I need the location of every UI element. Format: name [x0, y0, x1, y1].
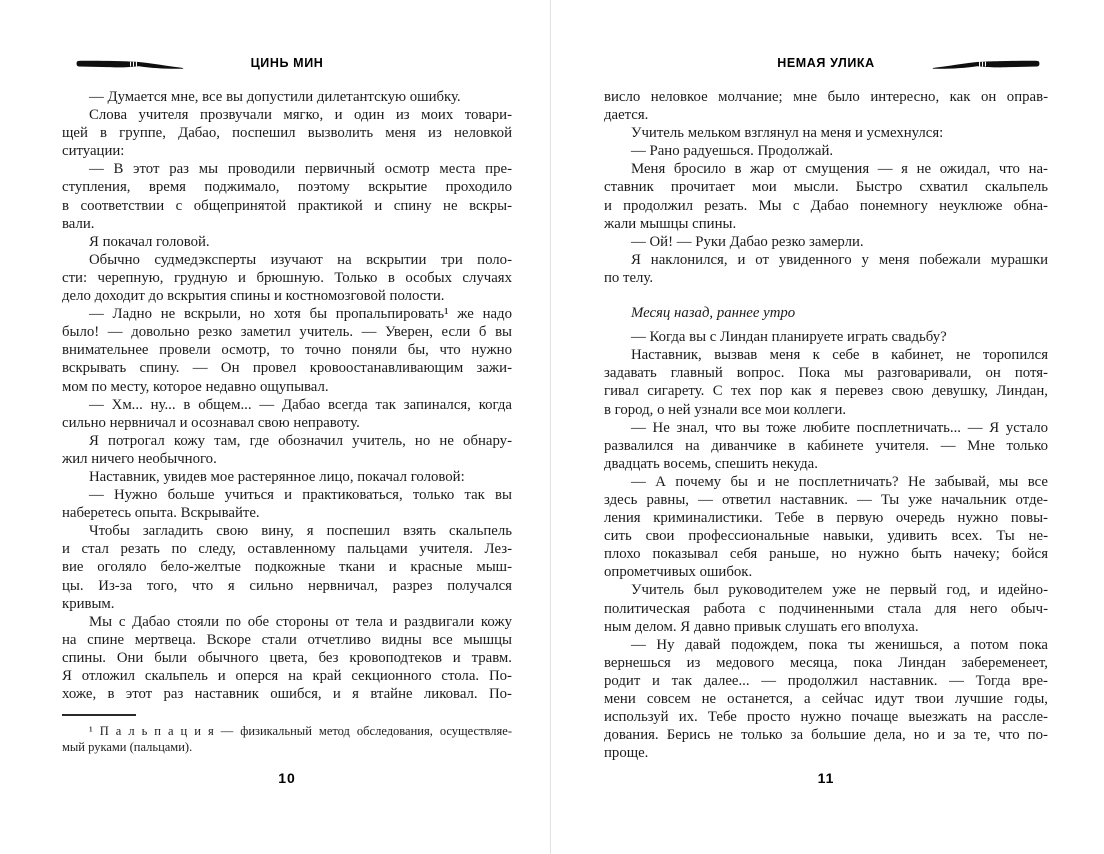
page-number: 11: [817, 770, 835, 786]
text-line: наберетесь опыта. Вскрывайте.: [62, 505, 260, 522]
text-line: родит и так далее... — продолжил наставник. — Тогда вре-: [604, 672, 1048, 689]
text-line: внимательнее провели осмотр, то точно поняли бы, что нужно: [62, 342, 512, 359]
text-line: Учитель был руководителем уже не первый год, и идейно-: [631, 582, 1048, 599]
paragraph: [604, 328, 1048, 346]
text-line: Чтобы загладить свою вину, я поспешил взять скальпель: [89, 523, 512, 540]
text-line: мени совсем не останется, а сейчас идут твои лучшие годы,: [604, 691, 1048, 707]
paragraph: [62, 432, 512, 468]
paragraph: [62, 88, 512, 106]
text-line: проще.: [604, 745, 649, 762]
text-line: — Ну давай подождем, пока ты женишься, а потом пока: [631, 636, 1048, 653]
text-line: кривым.: [62, 595, 115, 612]
paragraph: [62, 486, 512, 522]
text-line: и стал резать по следу, оставленному пальцами учителя. Лез-: [62, 541, 512, 558]
running-header: НЕМАЯ УЛИКА: [777, 56, 875, 70]
paragraph: [604, 160, 1048, 232]
scalpel-icon: [76, 57, 184, 71]
text-line: по телу.: [604, 269, 654, 286]
text-line: двадцать восемь, спешить некуда.: [604, 455, 818, 472]
page-text: [62, 88, 512, 703]
paragraph: [604, 124, 1048, 142]
text-line: спины. Они были обычного цвета, без кровоподтеков и травм.: [62, 649, 512, 666]
text-line: — Думается мне, все вы допустили дилетантскую ошибку.: [89, 89, 461, 105]
text-line: и продолжил резать. Мы с Дабао понемногу неуклюже обна-: [604, 197, 1048, 214]
text-line: Слова учителя прозвучали мягко, и один из моих товари-: [89, 107, 512, 124]
text-line: политическая работа с подчиненными стала для него обыч-: [604, 600, 1048, 617]
text-line: ¹ П а л ь п а ц и я — физикальный метод обследования, осуществляе-: [89, 723, 512, 738]
text-line: — В этот раз мы проводили первичный осмотр места пре-: [89, 161, 512, 178]
page-number: 10: [278, 770, 296, 786]
text-line: вие оголяло бело-желтые подкожные ткани и красные мыш-: [62, 559, 512, 576]
text-line: мом по месту, которое недавно ощупывал.: [62, 378, 329, 395]
paragraph: [604, 88, 1048, 124]
text-line: в соответствии с общепринятой практикой и спину не вскры-: [62, 197, 512, 214]
text-line: Учитель мельком взглянул на меня и усмехнулся:: [631, 125, 944, 142]
book-page-left: [62, 0, 512, 854]
text-line: дело доходит до вскрытия спины и костномозговой полости.: [62, 288, 445, 305]
paragraph: [604, 346, 1048, 418]
footnote-rule: [62, 714, 136, 716]
text-line: Наставник, увидев мое растерянное лицо, покачал головой:: [89, 468, 465, 485]
paragraph: [62, 160, 512, 232]
text-line: сти: черепную, грудную и брюшную. Только в особых случаях: [62, 269, 512, 286]
paragraph: [604, 473, 1048, 582]
text-line: сильно нервничал и осознавал свою неправоту.: [62, 414, 360, 431]
text-line: ступления, время поджимало, поэтому вскрытие проходило: [62, 179, 512, 196]
paragraph: [604, 251, 1048, 287]
text-line: — Ладно не вскрыли, но хотя бы пропальпировать¹ же надо: [89, 306, 512, 323]
paragraph: [62, 233, 512, 251]
text-line: Я наклонился, и от увиденного у меня побежали мурашки: [631, 251, 1048, 268]
text-line: мый руками (пальцами).: [62, 740, 193, 754]
text-line: дования. Берись не только за большие дела, но и за те, что по-: [604, 727, 1048, 744]
running-header: ЦИНЬ МИН: [250, 56, 324, 70]
text-line: Я покачал головой.: [89, 233, 210, 250]
paragraph: [62, 251, 512, 305]
text-line: ным делом. Я давно привык слушать его вполуха.: [604, 618, 919, 635]
text-line: цы. Из-за того, что я сильно нервничал, разрез получался: [62, 577, 512, 594]
text-line: дается.: [604, 107, 649, 124]
text-line: вернешься из медового месяца, пока Линдан забеременеет,: [604, 654, 1048, 671]
footnote-text: [62, 723, 512, 756]
scalpel-icon: [932, 57, 1040, 71]
paragraph: [604, 142, 1048, 160]
text-line: жил ничего необычного.: [62, 450, 217, 467]
text-line: используй их. Тебе просто нужно почаще выезжать на рассле-: [604, 709, 1048, 726]
text-line: развалился на диванчике в кабинете учителя. — Мне только: [604, 437, 1048, 454]
text-line: вали.: [62, 215, 95, 232]
paragraph: [604, 419, 1048, 473]
text-line: ления криминалистики. Тебе в первую очередь нужно повы-: [604, 510, 1048, 527]
text-line: Обычно судмедэксперты изучают на вскрытии три поло-: [89, 251, 512, 268]
text-line: Я отложил скальпель и оперся на край секционного стола. По-: [62, 668, 512, 684]
paragraph: [62, 723, 512, 756]
text-line: опрометчивых ошибок.: [604, 564, 753, 581]
running-head-left: [62, 55, 512, 71]
text-line: Меня бросило в жар от смущения — я не ожидал, что на-: [631, 161, 1048, 178]
text-line: Я потрогал кожу там, где обозначил учитель, но не обнару-: [89, 432, 512, 449]
text-line: Месяц назад, раннее утро: [631, 305, 796, 322]
text-line: висло неловкое молчание; мне было интересно, как он оправ-: [604, 89, 1048, 105]
text-line: было! — довольно резко заметил учитель. — Уверен, если б вы: [62, 324, 512, 341]
text-line: вскрывать спину. — Он провел кровоостанавливающим зажи-: [62, 360, 512, 377]
text-line: жали мышцы спины.: [604, 215, 737, 232]
text-line: Наставник, вызвав меня к себе в кабинет, не торопился: [631, 347, 1048, 364]
paragraph: [62, 468, 512, 486]
text-line: — Нужно больше учиться и практиковаться, только так вы: [89, 487, 512, 504]
text-line: в город, о ней узнали все мои коллеги.: [604, 401, 847, 418]
page-text: [604, 88, 1048, 762]
text-line: щей в группе, Дабао, поспешил вызволить меня из неловкой: [62, 125, 512, 142]
paragraph: [604, 581, 1048, 635]
text-line: хоже, в этот раз наставник ошибся, и я втайне ликовал. По-: [62, 686, 512, 703]
text-line: — А почему бы и не посплетничать? Не забывай, мы все: [631, 473, 1048, 490]
footnote: [62, 714, 512, 756]
text-line: на спине мертвеца. Вскоре стали отчетливо видны все мышцы: [62, 631, 512, 648]
text-line: — Когда вы с Линдан планируете играть свадьбу?: [631, 329, 947, 346]
running-head-right: [604, 55, 1048, 71]
text-line: — Хм... ну... в общем... — Дабао всегда так запинался, когда: [89, 396, 512, 413]
paragraph: [604, 233, 1048, 251]
text-line: — Ой! — Руки Дабао резко замерли.: [631, 233, 864, 250]
text-line: ситуации:: [62, 143, 125, 160]
section-heading: [604, 304, 1048, 322]
text-line: Мы с Дабао стояли по обе стороны от тела и раздвигали кожу: [89, 613, 512, 630]
paragraph: [62, 396, 512, 432]
text-line: задавать главный вопрос. Пока мы разговаривали, он потя-: [604, 365, 1048, 382]
paragraph: [62, 613, 512, 703]
book-page-right: [604, 0, 1048, 854]
paragraph: [62, 106, 512, 160]
text-line: ставник прочитает мои мысли. Быстро схватил скальпель: [604, 179, 1048, 196]
paragraph: [62, 522, 512, 612]
text-line: плохо показывал себя раньше, но нужно быть начеку; бойся: [604, 546, 1048, 563]
text-line: — Рано радуешься. Продолжай.: [631, 143, 834, 160]
page-gutter-line: [550, 0, 551, 854]
text-line: здесь равны, — ответил наставник. — Ты уже начальник отде-: [604, 491, 1048, 508]
paragraph: [604, 636, 1048, 763]
text-line: гивал сигарету. С тех пор как я перевез свою девушку, Линдан,: [604, 383, 1048, 400]
text-line: сить свои профессиональные навыки, удивить всех. Ты не-: [604, 528, 1048, 545]
paragraph: [62, 305, 512, 395]
text-line: — Не знал, что вы тоже любите посплетничать... — Я устало: [631, 419, 1048, 436]
